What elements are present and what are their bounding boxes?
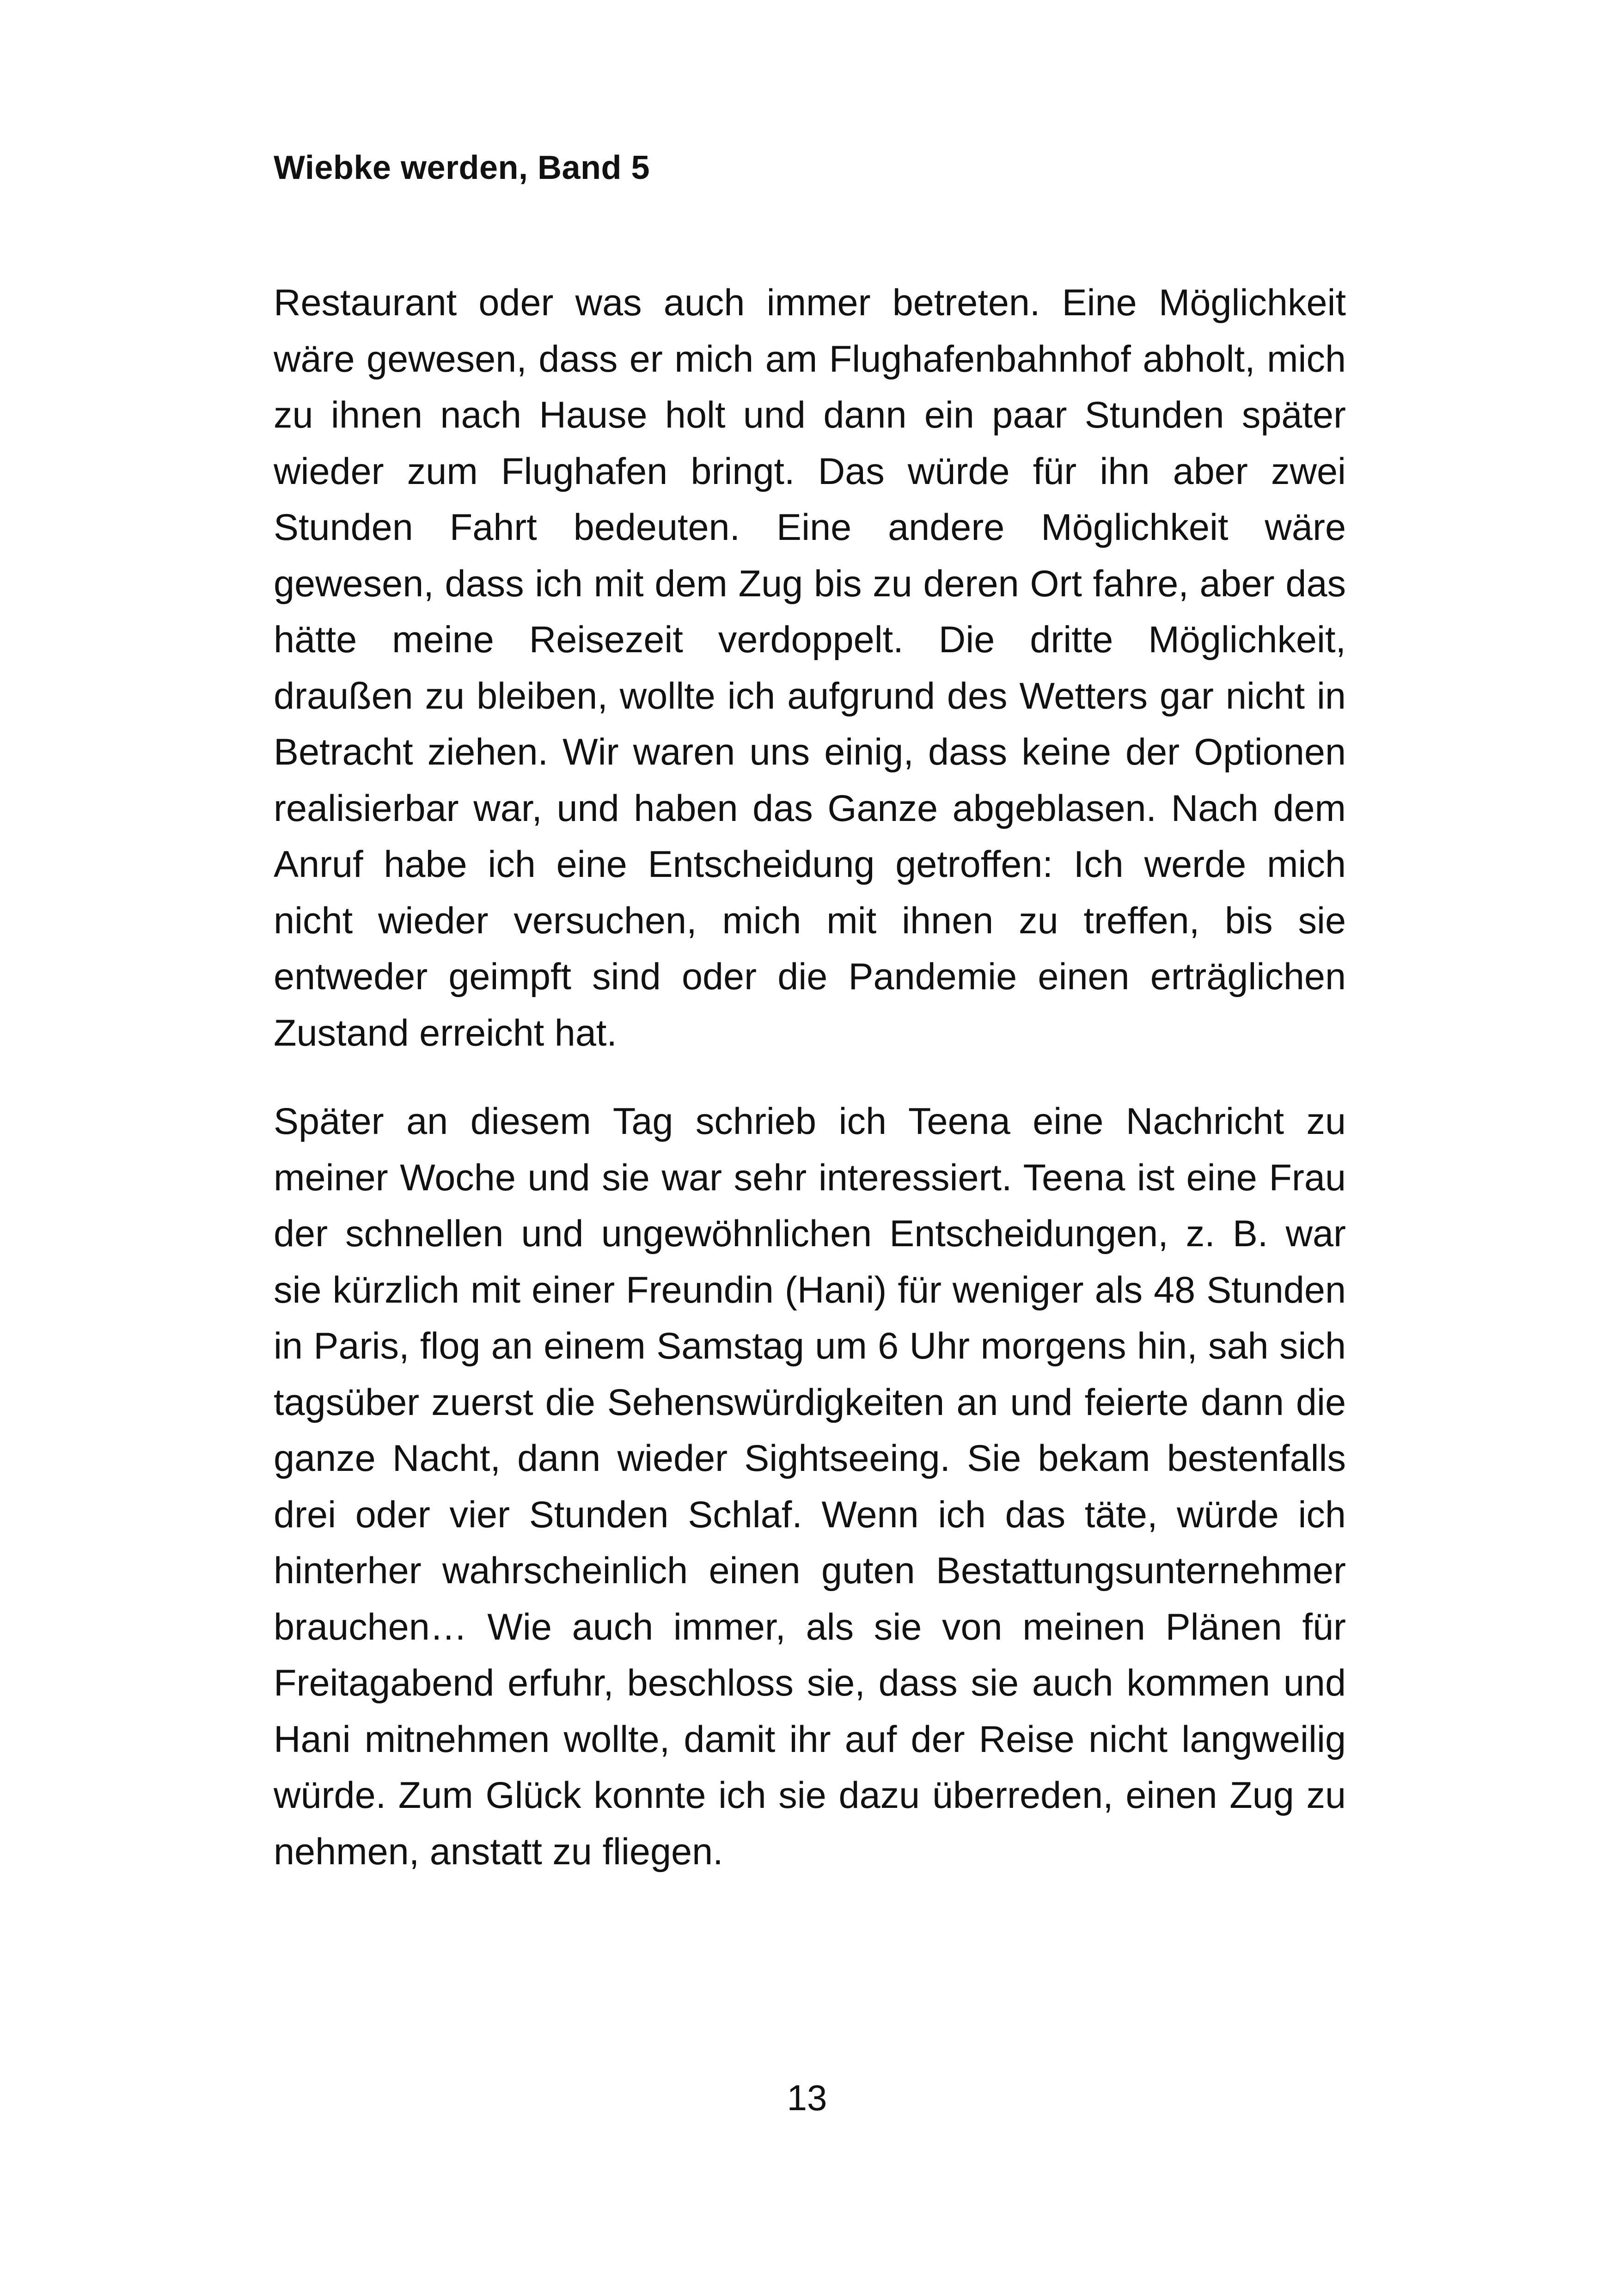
paragraph-1: Restaurant oder was auch immer betreten. Eine Möglichkeit wäre gewesen, dass er mich am Flughafenbahnhof abholt, mich zu ihnen nach Hause holt und dann ein paar Stunden später wieder zum Flughafen bringt. Das würde für ihn aber zwei Stunden Fahrt bedeuten. Eine andere Möglichkeit wäre gewesen, dass ich mit dem Zug bis zu deren Ort fahre, aber das hätte meine Reisezeit verdoppelt. Die dritte Möglichkeit, draußen zu bleiben, wollte ich aufgrund des Wetters gar nicht in Betracht ziehen. Wir waren uns einig, dass keine der Optionen realisierbar war, und haben das Ganze abgeblasen. Nach dem Anruf habe ich eine Entscheidung getroffen: Ich werde mich nicht wieder versuchen, mich mit ihnen zu treffen, bis sie entweder geimpft sind oder die Pandemie einen erträglichen Zustand erreicht hat.: [274, 282, 1346, 1054]
body-text: [274, 275, 1346, 1880]
page-number: 13: [787, 2077, 827, 2118]
paragraph-2: Später an diesem Tag schrieb ich Teena eine Nachricht zu meiner Woche und sie war sehr interessiert. Teena ist eine Frau der schnellen und ungewöhnlichen Entscheidungen, z. B. war sie kürzlich mit einer Freundin (Hani) für weniger als 48 Stunden in Paris, flog an einem Samstag um 6 Uhr morgens hin, sah sich tagsüber zuerst die Sehenswürdigkeiten an und feierte dann die ganze Nacht, dann wieder Sightseeing. Sie bekam bestenfalls drei oder vier Stunden Schlaf. Wenn ich das täte, würde ich hinterher wahrscheinlich einen guten Bestattungsunternehmer brauchen… Wie auch immer, als sie von meinen Plänen für Freitagabend erfuhr, beschloss sie, dass sie auch kommen und Hani mitnehmen wollte, damit ihr auf der Reise nicht langweilig würde. Zum Glück konnte ich sie dazu überreden, einen Zug zu nehmen, anstatt zu fliegen.: [274, 1101, 1346, 1873]
running-head: Wiebke werden, Band 5: [274, 149, 650, 186]
